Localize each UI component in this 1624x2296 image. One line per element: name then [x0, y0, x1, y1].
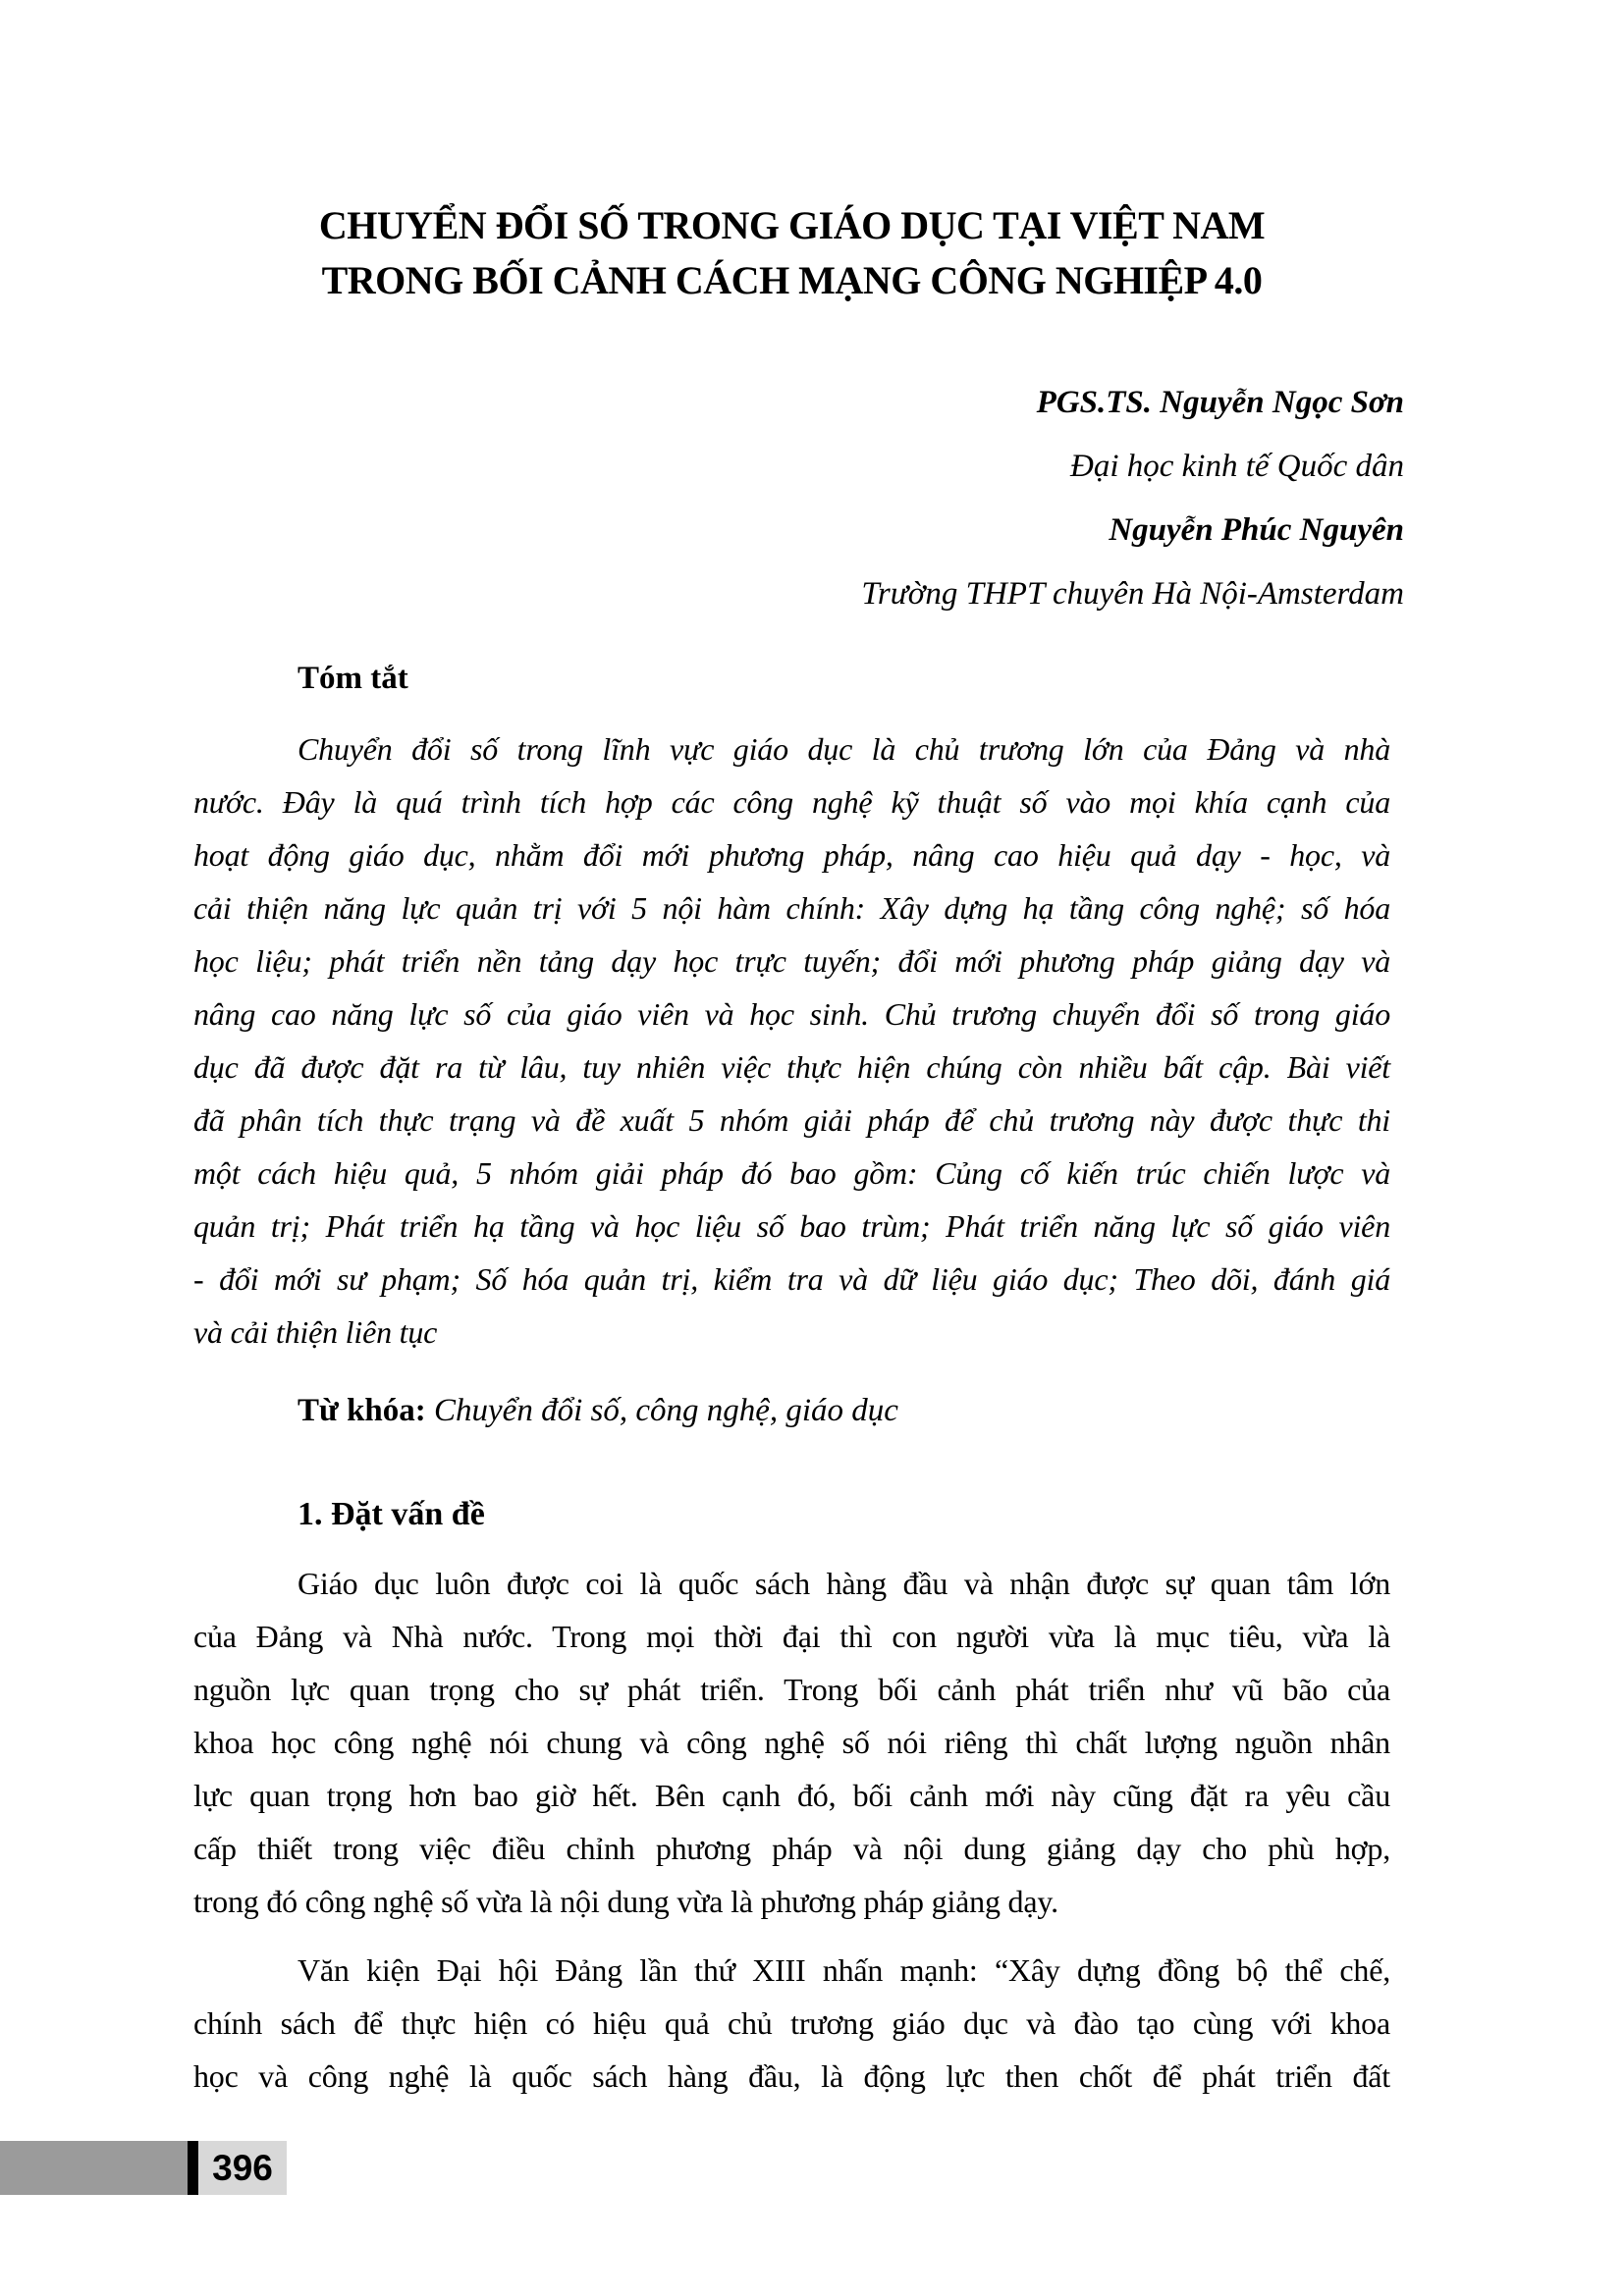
- paragraph-line: nguồn lực quan trọng cho sự phát triển. Trong bối cảnh phát triển như vũ bão của: [193, 1672, 1390, 1707]
- abstract-line: một cách hiệu quả, 5 nhóm giải pháp đó bao gồm: Củng cố kiến trúc chiến lược và: [193, 1155, 1390, 1191]
- paragraph-1: [193, 1557, 1390, 1928]
- paragraph-line: lực quan trọng hơn bao giờ hết. Bên cạnh đó, bối cảnh mới này cũng đặt ra yêu cầu: [193, 1778, 1390, 1813]
- footer-bar: [0, 2141, 188, 2195]
- section-1-heading: 1. Đặt vấn đề: [298, 1496, 485, 1532]
- article-title: [193, 198, 1390, 308]
- abstract-heading: Tóm tắt: [298, 661, 408, 696]
- abstract-line: dục đã được đặt ra từ lâu, tuy nhiên việc thực hiện chúng còn nhiều bất cập. Bài viết: [193, 1049, 1390, 1085]
- abstract-line: - đổi mới sư phạm; Số hóa quản trị, kiểm tra và dữ liệu giáo dục; Theo dõi, đánh giá: [193, 1261, 1390, 1297]
- abstract-line: đã phân tích thực trạng và đề xuất 5 nhóm giải pháp để chủ trương này được thực thi: [193, 1102, 1390, 1138]
- paragraph-line: khoa học công nghệ nói chung và công nghệ số nói riêng thì chất lượng nguồn nhân: [193, 1725, 1390, 1760]
- author-affiliation: Đại học kinh tế Quốc dân: [1069, 449, 1404, 484]
- page-number-box: [198, 2141, 287, 2195]
- keywords-line: [193, 1384, 1390, 1437]
- keywords-label: Từ khóa:: [298, 1393, 426, 1428]
- abstract-text: [193, 722, 1390, 1359]
- paragraph-line: trong đó công nghệ số vừa là nội dung vừa là phương pháp giảng dạy.: [193, 1884, 1058, 1919]
- paragraph-line: chính sách để thực hiện có hiệu quả chủ trương giáo dục và đào tạo cùng với khoa: [193, 2005, 1390, 2041]
- paragraph-line: cấp thiết trong việc điều chỉnh phương pháp và nội dung giảng dạy cho phù hợp,: [193, 1831, 1390, 1866]
- author-block: [193, 371, 1404, 626]
- paragraph-line: Văn kiện Đại hội Đảng lần thứ XIII nhấn mạnh: “Xây dựng đồng bộ thể chế,: [298, 1952, 1390, 1988]
- keywords-text: Chuyển đổi số, công nghệ, giáo dục: [434, 1393, 898, 1428]
- abstract-line: hoạt động giáo dục, nhằm đổi mới phương pháp, nâng cao hiệu quả dạy - học, và: [193, 837, 1390, 873]
- author-name: Nguyễn Phúc Nguyên: [1109, 512, 1404, 548]
- text-column: [193, 0, 1404, 2103]
- article-title-line-2: TRONG BỐI CẢNH CÁCH MẠNG CÔNG NGHIỆP 4.0: [321, 258, 1263, 302]
- abstract-line: quản trị; Phát triển hạ tầng và học liệu số bao trùm; Phát triển năng lực số giáo viên: [193, 1208, 1390, 1244]
- abstract-line: nước. Đây là quá trình tích hợp các công nghệ kỹ thuật số vào mọi khía cạnh của: [193, 784, 1390, 820]
- abstract-line: nâng cao năng lực số của giáo viên và học sinh. Chủ trương chuyển đổi số trong giáo: [193, 996, 1390, 1032]
- paragraph-line: Giáo dục luôn được coi là quốc sách hàng đầu và nhận được sự quan tâm lớn: [298, 1566, 1390, 1601]
- abstract-line: cải thiện năng lực quản trị với 5 nội hàm chính: Xây dựng hạ tầng công nghệ; số hóa: [193, 890, 1390, 926]
- author-affiliation: Trường THPT chuyên Hà Nội-Amsterdam: [861, 576, 1404, 612]
- page-footer: [0, 2141, 393, 2195]
- article-title-line-1: CHUYỂN ĐỔI SỐ TRONG GIÁO DỤC TẠI VIỆT NAM: [318, 203, 1266, 247]
- paragraph-line: của Đảng và Nhà nước. Trong mọi thời đại thì con người vừa là mục tiêu, vừa là: [193, 1619, 1390, 1654]
- abstract-line: Chuyển đổi số trong lĩnh vực giáo dục là chủ trương lớn của Đảng và nhà: [298, 731, 1390, 767]
- paragraph-line: học và công nghệ là quốc sách hàng đầu, là động lực then chốt để phát triển đất: [193, 2058, 1390, 2094]
- author-name: PGS.TS. Nguyễn Ngọc Sơn: [1036, 385, 1404, 420]
- abstract-line: và cải thiện liên tục: [193, 1314, 438, 1350]
- page-number: 396: [212, 2148, 273, 2188]
- paragraph-2: [193, 1944, 1390, 2103]
- footer-bar-divider: [188, 2141, 198, 2195]
- abstract-line: học liệu; phát triển nền tảng dạy học trực tuyến; đổi mới phương pháp giảng dạy và: [193, 943, 1390, 979]
